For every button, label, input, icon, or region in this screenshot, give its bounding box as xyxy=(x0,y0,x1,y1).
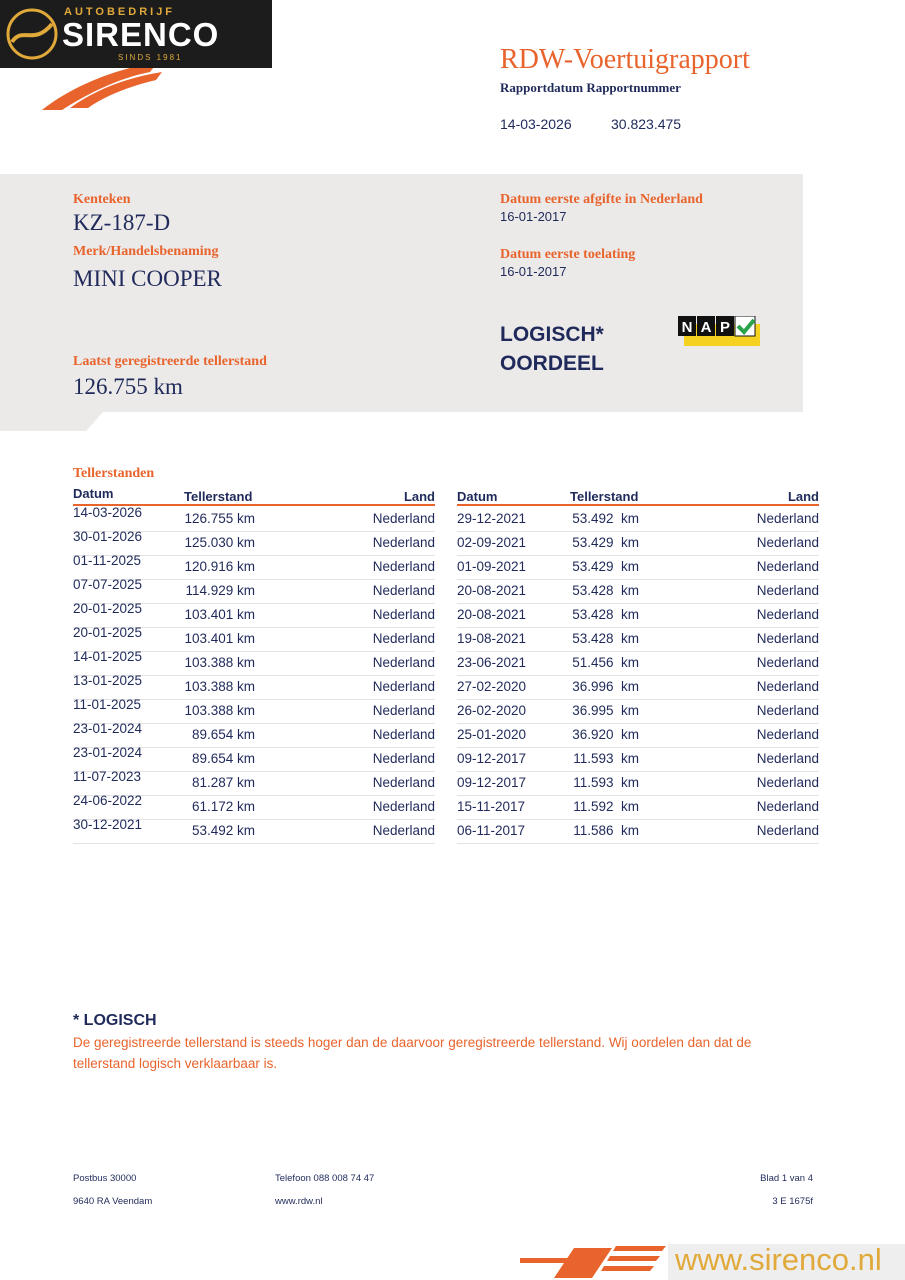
right-header-reading: Tellerstand xyxy=(570,489,639,504)
nap-letter-n: N xyxy=(681,319,693,336)
first-admission-label: Datum eerste toelating xyxy=(500,247,636,262)
reading-country: Nederland xyxy=(756,607,819,622)
left-header-country: Land xyxy=(403,489,435,504)
reading-value: 53.492 km xyxy=(572,511,639,526)
reading-country: Nederland xyxy=(372,775,435,790)
report-title: RDW-Voertuigrapport xyxy=(500,44,750,75)
reading-date: 01-11-2025 xyxy=(73,553,142,568)
dealer-logo-since: SINDS 1981 xyxy=(118,53,183,62)
report-subtitle: Rapportdatum Rapportnummer xyxy=(500,80,681,95)
reading-value: 36.996 km xyxy=(572,679,639,694)
reading-country: Nederland xyxy=(756,727,819,742)
nap-letter-a: A xyxy=(700,319,712,336)
reading-country: Nederland xyxy=(372,583,435,598)
reading-value: 53.429 km xyxy=(572,559,639,574)
reading-country: Nederland xyxy=(372,655,435,670)
first-registration-nl-value: 16-01-2017 xyxy=(500,209,567,224)
reading-date: 06-11-2017 xyxy=(457,823,526,838)
note-title: * LOGISCH xyxy=(73,1012,157,1029)
right-header-country: Land xyxy=(787,489,819,504)
row-divider xyxy=(457,699,819,700)
reading-date: 23-06-2021 xyxy=(457,655,527,670)
reading-date: 20-01-2025 xyxy=(73,625,143,640)
reading-country: Nederland xyxy=(372,727,435,742)
reading-date: 01-09-2021 xyxy=(457,559,527,574)
reading-value: 11.593 km xyxy=(573,775,639,790)
reading-value: 11.586 km xyxy=(573,823,639,838)
plate-value: KZ-187-D xyxy=(73,210,171,235)
first-registration-nl-label: Datum eerste afgifte in Nederland xyxy=(500,192,703,207)
reading-value: 114.929 km xyxy=(185,583,255,598)
verdict-line-2: OORDEEL xyxy=(500,352,604,375)
reading-country: Nederland xyxy=(372,679,435,694)
reading-date: 15-11-2017 xyxy=(457,799,526,814)
reading-value: 81.287 km xyxy=(191,775,255,790)
reading-date: 23-01-2024 xyxy=(73,721,143,736)
readings-title: Tellerstanden xyxy=(73,466,155,481)
reading-date: 20-08-2021 xyxy=(457,607,527,622)
row-divider xyxy=(457,747,819,748)
reading-value: 126.755 km xyxy=(184,511,255,526)
reading-value: 36.995 km xyxy=(572,703,639,718)
reading-date: 09-12-2017 xyxy=(457,751,527,766)
row-divider xyxy=(457,531,819,532)
reading-date: 11-01-2025 xyxy=(73,697,142,712)
report-number: 30.823.475 xyxy=(611,116,682,132)
footer-page: Blad 1 van 4 xyxy=(760,1173,813,1184)
row-divider xyxy=(457,819,819,820)
dealer-logo-top-text: AUTOBEDRIJF xyxy=(64,6,176,18)
row-divider xyxy=(457,723,819,724)
reading-date: 24-06-2022 xyxy=(73,793,143,808)
reading-country: Nederland xyxy=(756,631,819,646)
reading-country: Nederland xyxy=(756,535,819,550)
reading-value: 53.428 km xyxy=(572,583,639,598)
footer-code: 3 E 1675f xyxy=(772,1196,813,1207)
reading-country: Nederland xyxy=(372,511,435,526)
reading-country: Nederland xyxy=(756,559,819,574)
reading-date: 14-01-2025 xyxy=(73,649,143,664)
nap-logo xyxy=(678,316,760,348)
reading-value: 103.388 km xyxy=(184,679,255,694)
row-divider xyxy=(457,579,819,580)
reading-value: 89.654 km xyxy=(191,727,255,742)
row-divider xyxy=(457,603,819,604)
reading-date: 29-12-2021 xyxy=(457,511,527,526)
reading-date: 19-08-2021 xyxy=(457,631,527,646)
reading-value: 36.920 km xyxy=(572,727,639,742)
reading-date: 13-01-2025 xyxy=(73,673,143,688)
reading-country: Nederland xyxy=(756,655,819,670)
verdict-line-1: LOGISCH* xyxy=(500,323,604,346)
right-header-date: Datum xyxy=(457,489,498,504)
odometer-value: 126.755 km xyxy=(73,374,183,399)
note-text: De geregistreerde tellerstand is steeds hoger dan de daarvoor geregistreerde tellerstand. Wij oordelen dan dat de tellerstand logisch verklaarbaar is. xyxy=(73,1035,752,1071)
row-divider xyxy=(457,627,819,628)
reading-date: 30-01-2026 xyxy=(73,529,143,544)
reading-date: 20-08-2021 xyxy=(457,583,527,598)
reading-date: 09-12-2017 xyxy=(457,775,527,790)
reading-country: Nederland xyxy=(372,799,435,814)
row-divider xyxy=(457,771,819,772)
report-date: 14-03-2026 xyxy=(500,116,572,132)
right-header-underline xyxy=(457,504,819,506)
left-header-date: Datum xyxy=(73,486,114,501)
left-header-reading: Tellerstand xyxy=(184,489,253,504)
reading-value: 53.428 km xyxy=(572,631,639,646)
reading-value: 103.401 km xyxy=(184,631,255,646)
reading-date: 07-07-2025 xyxy=(73,577,143,592)
footer-web: www.rdw.nl xyxy=(275,1196,323,1207)
reading-date: 27-02-2020 xyxy=(457,679,527,694)
bottom-stripes-decoration xyxy=(520,1244,670,1280)
reading-date: 25-01-2020 xyxy=(457,727,527,742)
reading-country: Nederland xyxy=(372,607,435,622)
website-link[interactable]: www.sirenco.nl xyxy=(675,1242,882,1277)
reading-country: Nederland xyxy=(756,751,819,766)
reading-value: 103.401 km xyxy=(184,607,255,622)
reading-country: Nederland xyxy=(756,583,819,598)
reading-country: Nederland xyxy=(372,703,435,718)
reading-value: 53.492 km xyxy=(191,823,255,838)
nap-letter-p: P xyxy=(719,319,731,336)
reading-date: 30-12-2021 xyxy=(73,817,143,832)
odometer-label: Laatst geregistreerde tellerstand xyxy=(73,354,267,369)
reading-value: 103.388 km xyxy=(184,655,255,670)
reading-value: 51.456 km xyxy=(572,655,639,670)
footer-city: 9640 RA Veendam xyxy=(73,1196,153,1207)
reading-value: 89.654 km xyxy=(191,751,255,766)
reading-date: 23-01-2024 xyxy=(73,745,143,760)
reading-date: 02-09-2021 xyxy=(457,535,527,550)
reading-country: Nederland xyxy=(372,751,435,766)
first-admission-value: 16-01-2017 xyxy=(500,264,567,279)
row-divider xyxy=(457,675,819,676)
footer-phone: Telefoon 088 008 74 47 xyxy=(275,1173,375,1184)
reading-value: 11.593 km xyxy=(573,751,639,766)
reading-date: 26-02-2020 xyxy=(457,703,527,718)
reading-country: Nederland xyxy=(756,679,819,694)
reading-value: 61.172 km xyxy=(191,799,255,814)
reading-value: 53.428 km xyxy=(572,607,639,622)
reading-value: 120.916 km xyxy=(184,559,255,574)
reading-country: Nederland xyxy=(372,559,435,574)
footer-postbus: Postbus 30000 xyxy=(73,1173,137,1184)
reading-date: 14-03-2026 xyxy=(73,505,143,520)
verdict xyxy=(500,320,604,378)
reading-value: 53.429 km xyxy=(572,535,639,550)
reading-date: 20-01-2025 xyxy=(73,601,143,616)
reading-country: Nederland xyxy=(756,823,819,838)
row-divider xyxy=(457,795,819,796)
row-divider xyxy=(73,843,435,844)
reading-country: Nederland xyxy=(756,775,819,790)
reading-country: Nederland xyxy=(372,631,435,646)
row-divider xyxy=(457,843,819,844)
reading-country: Nederland xyxy=(372,535,435,550)
reading-country: Nederland xyxy=(756,703,819,718)
row-divider xyxy=(457,555,819,556)
row-divider xyxy=(457,651,819,652)
reading-country: Nederland xyxy=(756,511,819,526)
make-value: MINI COOPER xyxy=(73,266,222,291)
dealer-logo-name: SIRENCO xyxy=(62,16,220,53)
reading-value: 11.592 km xyxy=(573,799,639,814)
make-label: Merk/Handelsbenaming xyxy=(73,244,219,259)
panel-tail-shape xyxy=(0,411,110,433)
reading-country: Nederland xyxy=(756,799,819,814)
dealer-logo-emblem-icon xyxy=(4,6,60,62)
reading-date: 11-07-2023 xyxy=(73,769,142,784)
reading-value: 125.030 km xyxy=(184,535,255,550)
reading-value: 103.388 km xyxy=(184,703,255,718)
reading-country: Nederland xyxy=(372,823,435,838)
plate-label: Kenteken xyxy=(73,192,131,207)
